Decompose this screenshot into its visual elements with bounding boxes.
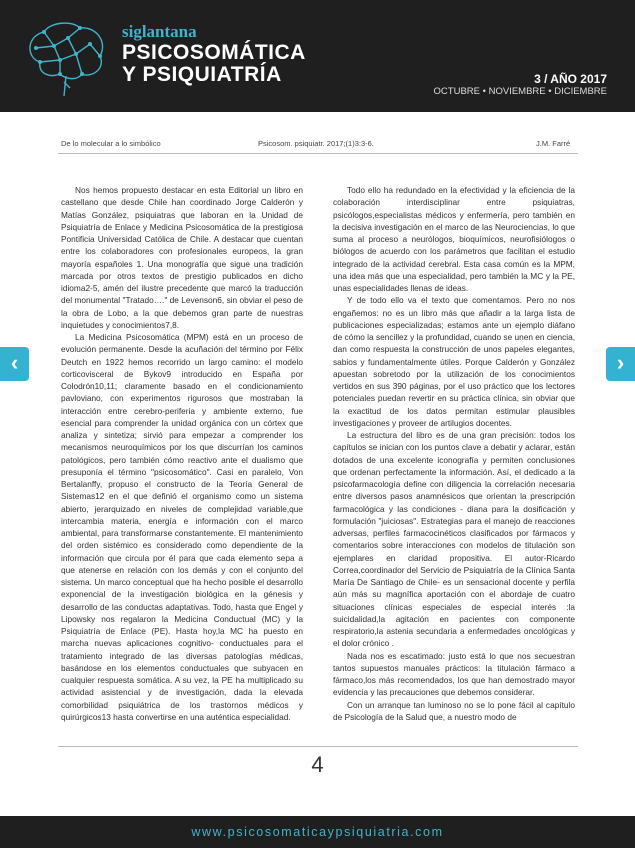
journal-title-line1: PSICOSOMÁTICA bbox=[122, 41, 306, 64]
journal-header bbox=[0, 0, 635, 112]
issue-number: 3 / AÑO 2017 bbox=[534, 72, 607, 86]
paragraph: Nos hemos propuesto destacar en esta Editorial un libro en castellano que desde Chile han coordinado Jorge Calderón y Matías González, psiquiatras que laboran en la Unidad de Psiquiatría de Enlace y Medicina Psicosomática de la prestigiosa Pontificia Universidad Católica de Chile. A destacar que cuentan entre los colaboradores con profesionales europeos, la gran mayoría españoles 1. Una monografía que sigue una tradición marcada por otros textos de prestigio publicados en dicho idioma2-5, amén del ilustre precedente que marcó la traducción del monumental "Tratado…." de Levenson6, sin obviar el peso de la obra de Lobo, a la que debemos gran parte de nuestras inquietudes y conocimientos7,8. bbox=[61, 185, 303, 330]
issue-months: OCTUBRE • NOVIEMBRE • DICIEMBRE bbox=[433, 86, 607, 97]
header-divider bbox=[58, 153, 578, 154]
section-title: De lo molecular a lo simbólico bbox=[61, 139, 161, 148]
author: J.M. Farré bbox=[536, 139, 571, 148]
previous-page-button[interactable] bbox=[0, 347, 29, 381]
journal-title-line2: Y PSIQUIATRÍA bbox=[122, 63, 282, 86]
website-link[interactable]: www.psicosomaticaypsiquiatria.com bbox=[191, 825, 444, 839]
next-page-button[interactable] bbox=[606, 347, 635, 381]
page-number: 4 bbox=[311, 752, 324, 777]
footer-divider bbox=[58, 746, 578, 747]
article-column-right bbox=[333, 184, 575, 723]
chevron-left-icon: ‹ bbox=[10, 350, 19, 375]
brain-network-logo bbox=[20, 18, 112, 100]
article-column-left bbox=[61, 184, 303, 723]
journal-title bbox=[122, 42, 306, 86]
footer-bar bbox=[0, 816, 635, 848]
paragraph: La estructura del libro es de una gran precisión: todos los capítulos se inician con los puntos clave a debatir y aclarar, están dotados de una excelente iconografía y permiten conclusiones que ordenan perfectamente la información. Así, el dedicado a la psicofarmacología define con diligencia la correlación necesaria entre diversos pasos anamnésicos que orientan la prescripción farmacológica y las condiciones - diana para la dosificación y formulación "juiciosas". Estrategias para el manejo de reacciones adversas, perfiles farmacocinéticos clasificados por fármacos y comentarios sobre interacciones con modelos de titulación son ejemplares en claridad propositiva. El autor-Ricardo Correa,coordinador del Servicio de Psiquiatría de la Clínica Santa María De Santiago de Chile- es un sensacional docente y perfila aún más su magnífica aportación con el abordaje de cuatro situaciones clínicas especiales de especial interés :la suicidalidad,la agitación en pacientes con componente respiratorio,la astenia secundaria a enfermedades oncológicas y el dolor crónico . bbox=[333, 430, 575, 649]
paragraph: Con un arranque tan luminoso no se lo pone fácil al capítulo de Psicología de la Salud que, a nuestro modo de bbox=[333, 699, 575, 722]
publisher-name: siglantana bbox=[122, 22, 197, 41]
paragraph: La Medicina Psicosomática (MPM) está en un proceso de evolución permanente. Desde la acuñación del término por Félix Deutch en 1922 hemos recorrido un largo camino: el modelo corticovisceral de Bykov9 introducido en España por Colodrón10,11; claramente basado en el condicionamiento pavloviano, con experimentos rigurosos que mostraban la interacción entre cerebro-periferia y ambiente externo, fue esencial para comprender la unidad orgánica con un córtex que analiza y sintetiza; sirvió para empezar a comprender los mecanismos neuroquímicos por los que discurrían los caminos patológicos, pero también cómo reactivo ante el dualismo que presuponía el término "psicosomático". Casi en paralelo, Von Bertalanffy, propuso el constructo de la Teoría General de Sistemas12 en el que definió el organismo como un sistema abierto, jerarquizado en niveles de complejidad variable,que intercambia materia, energía e información con el marco ambiental, para transformarse constantemente. El mantenimiento del orden sistémico es considerado como dependiente de la información que circula por él para que cada elemento sepa a que atenerse en relación con los demás y con el conjunto del sistema. Un marco conceptual que ha hecho posible el desarrollo exponencial de la investigación biológica en la génesis y desarrollo de las conductas adaptativas. Todo, hasta que Engel y Lipowsky nos regalaron la Medicina Conductual (MC) y la Psiquiatría de Enlace (PE). Hasta hoy,la MC ha puesto en marcha nuevas aplicaciones cognitivo- conductuales para el tratamiento integrado de las diversas patologías médicas, basándose en los elementos conductuales que subyacen en cualquier respuesta somática. A su vez, la PE ha multiplicado su actividad asistencial y de investigación, dada la elevada comorbilidad psiquiátrica de los trastornos médicos y quirúrgicos13 hasta convertirse en una auténtica especialidad. bbox=[61, 332, 303, 722]
chevron-right-icon: › bbox=[616, 350, 625, 375]
paragraph: Nada nos es escatimado: justo está lo que nos secuestran tantos supuestos manuales prácticos: la titulación fármaco a fármaco,los más recomendados, los que han demostrado mayor evidencia y las precauciones que debemos considerar. bbox=[333, 650, 575, 698]
citation: Psicosom. psiquiatr. 2017;(1)3:3-6. bbox=[258, 139, 374, 148]
paragraph: Y de todo ello va el texto que comentamos. Pero no nos engañemos: no es un libro más que añadir a la larga lista de publicaciones especializadas; estamos ante un ejemplo diáfano de cómo la sencillez y la profundidad, cuando se unen en ciencia, dan como respuesta la construcción de unos papeles elegantes, sabios y fundamentalmente útiles. Porque Calderón y González apuestan sobretodo por la utilización de los conocimientos vertidos en sus 390 páginas, por el uso práctico que los lectores potenciales puedan revertir en su práctica clínica, sin obviar que la exactitud de los datos permitan estimular plausibles investigaciones y proveer de artilugios docentes. bbox=[333, 295, 575, 428]
paragraph: Todo ello ha redundado en la efectividad y la eficiencia de la colaboración interdisciplinar entre psiquiatras, psicólogos,especialistas médicos y enfermería, pero también en la decisiva investigación en el marco de las Neurociencias, lo que suma al proceso a neurólogos, bioquímicos, neurofisiólogos o biólogos de acuerdo con los parámetros que facilitan el estudio integrado de la actividad cerebral. Esta casa común es la MPM, una idea más que una especialidad, pero también la MC y la PE, unas especialidades llenas de ideas. bbox=[333, 185, 575, 293]
